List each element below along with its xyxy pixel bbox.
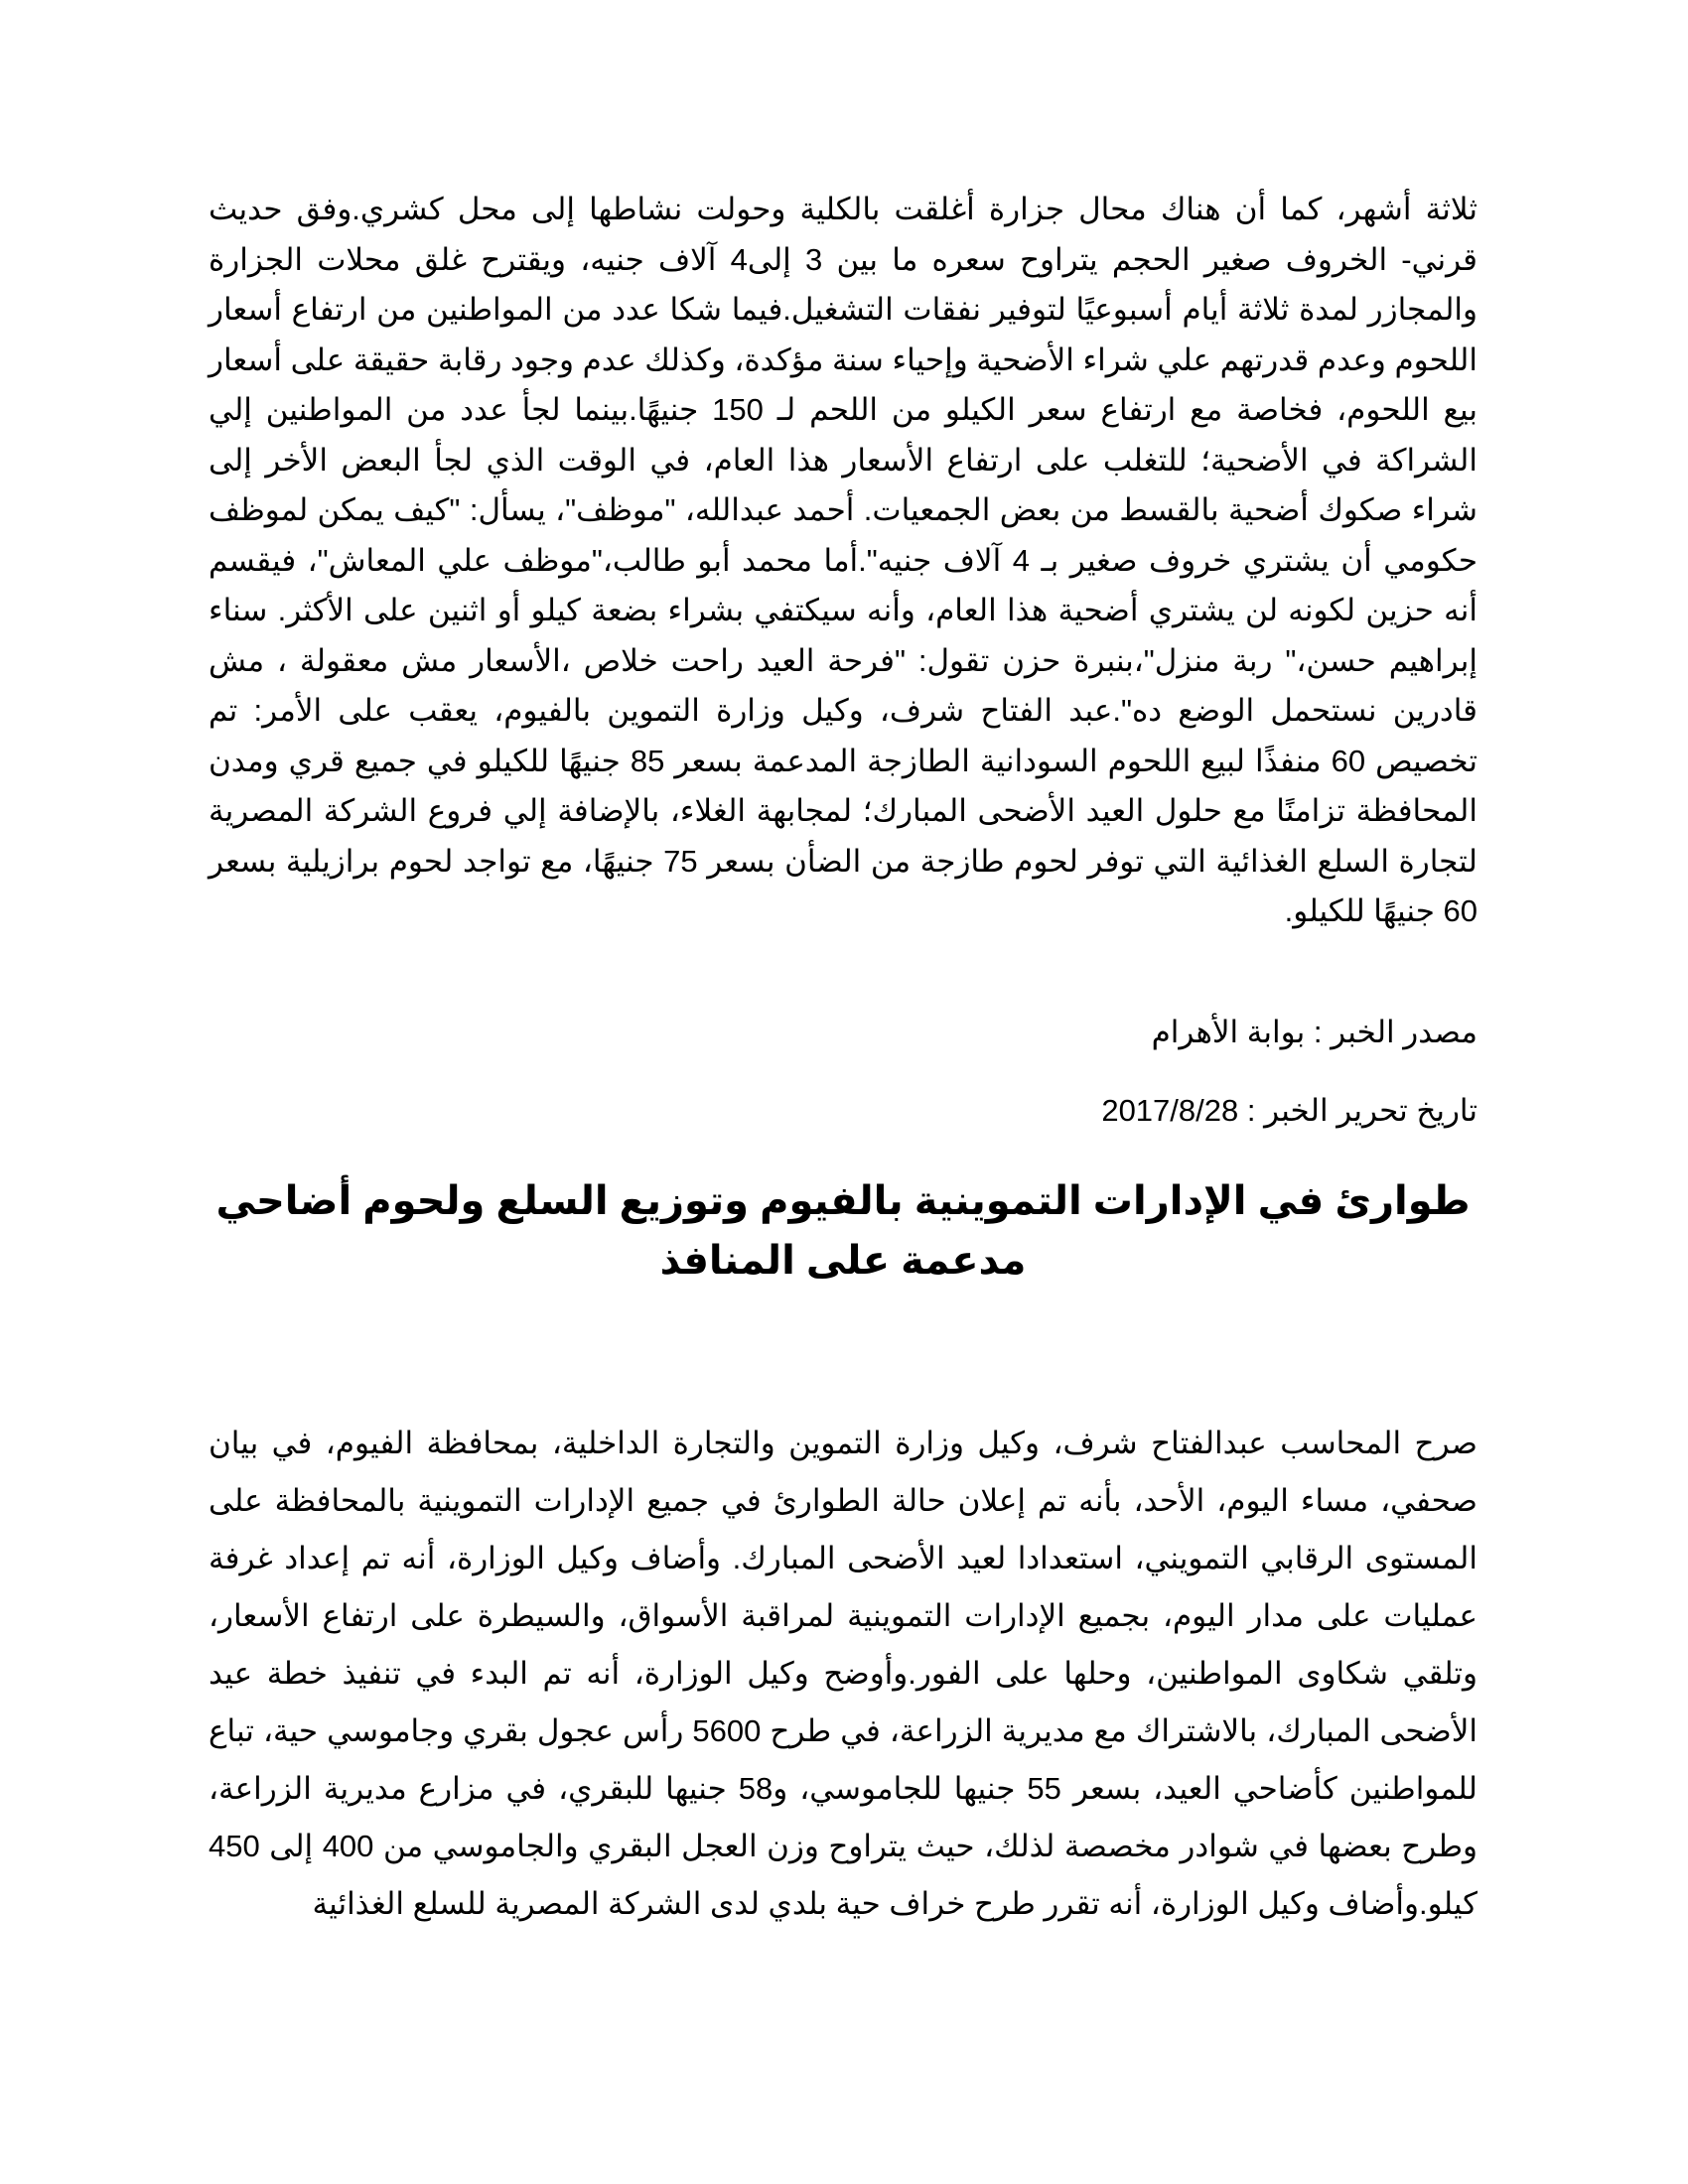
article-body-paragraph: صرح المحاسب عبدالفتاح شرف، وكيل وزارة التموين والتجارة الداخلية، بمحافظة الفيوم، في بيان صحفي، مساء اليوم، الأحد، بأنه تم إعلان حالة الطوارئ في جميع الإدارات التموينية بالمحافظة على المستوى الرقابي التمويني، استعدادا لعيد الأضحى المبارك. وأضاف وكيل الوزارة، أنه تم إعداد غرفة عمليات على مدار اليوم، بجميع الإدارات التموينية لمراقبة الأسواق، والسيطرة على ارتفاع الأسعار، وتلقي شكاوى المواطنين، وحلها على الفور.وأوضح وكيل الوزارة، أنه تم البدء في تنفيذ خطة عيد الأضحى المبارك، بالاشتراك مع مديرية الزراعة، في طرح 5600 رأس عجول بقري وجاموسي حية، تباع للمواطنين كأضاحي العيد، بسعر 55 جنيها للجاموسي، و58 جنيها للبقري، في مزارع مديرية الزراعة، وطرح بعضها في شوادر مخصصة لذلك، حيث يتراوح وزن العجل البقري والجاموسي من 400 إلى 450 كيلو.وأضاف وكيل الوزارة، أنه تقرر طرح خراف حية بلدي لدى الشركة المصرية للسلع الغذائية — [209, 1426, 1477, 1921]
document-page — [209, 0, 1477, 2184]
news-date-line: تاريخ تحرير الخبر : 2017/8/28 — [1101, 1093, 1477, 1128]
article-headline: طوارئ في الإدارات التموينية بالفيوم وتوزيع السلع ولحوم أضاحي مدعمة على المنافذ — [215, 1179, 1471, 1283]
news-source-line: مصدر الخبر : بوابة الأهرام — [1151, 1015, 1477, 1049]
top-paragraph: ثلاثة أشهر، كما أن هناك محال جزارة أغلقت بالكلية وحولت نشاطها إلى محل كشري.وفق حديث قرني- الخروف صغير الحجم يتراوح سعره ما بين 3 إلى4 آلاف جنيه، ويقترح غلق محلات الجزارة والمجازر لمدة ثلاثة أيام أسبوعيًا لتوفير نفقات التشغيل.فيما شكا عدد من المواطنين من ارتفاع أسعار اللحوم وعدم قدرتهم علي شراء الأضحية وإحياء سنة مؤكدة، وكذلك عدم وجود رقابة حقيقة على أسعار بيع اللحوم، فخاصة مع ارتفاع سعر الكيلو من اللحم لـ 150 جنيهًا.بينما لجأ عدد من المواطنين إلي الشراكة في الأضحية؛ للتغلب على ارتفاع الأسعار هذا العام، في الوقت الذي لجأ البعض الأخر إلى شراء صكوك أضحية بالقسط من بعض الجمعيات. أحمد عبدالله، "موظف"، يسأل: "كيف يمكن لموظف حكومي أن يشتري خروف صغير بـ 4 آلاف جنيه".أما محمد أبو طالب،"موظف علي المعاش"، فيقسم أنه حزين لكونه لن يشتري أضحية هذا العام، وأنه سيكتفي بشراء بضعة كيلو أو اثنين على الأكثر. سناء إبراهيم حسن،" ربة منزل"،بنبرة حزن تقول: "فرحة العيد راحت خلاص ،الأسعار مش معقولة ، مش قادرين نستحمل الوضع ده".عبد الفتاح شرف، وكيل وزارة التموين بالفيوم، يعقب على الأمر: تم تخصيص 60 منفذًا لبيع اللحوم السودانية الطازجة المدعمة بسعر 85 جنيهًا للكيلو في جميع قري ومدن المحافظة تزامنًا مع حلول العيد الأضحى المبارك؛ لمجابهة الغلاء، بالإضافة إلي فروع الشركة المصرية لتجارة السلع الغذائية التي توفر لحوم طازجة من الضأن بسعر 75 جنيهًا، مع تواجد لحوم برازيلية بسعر 60 جنيهًا للكيلو. — [209, 192, 1477, 928]
